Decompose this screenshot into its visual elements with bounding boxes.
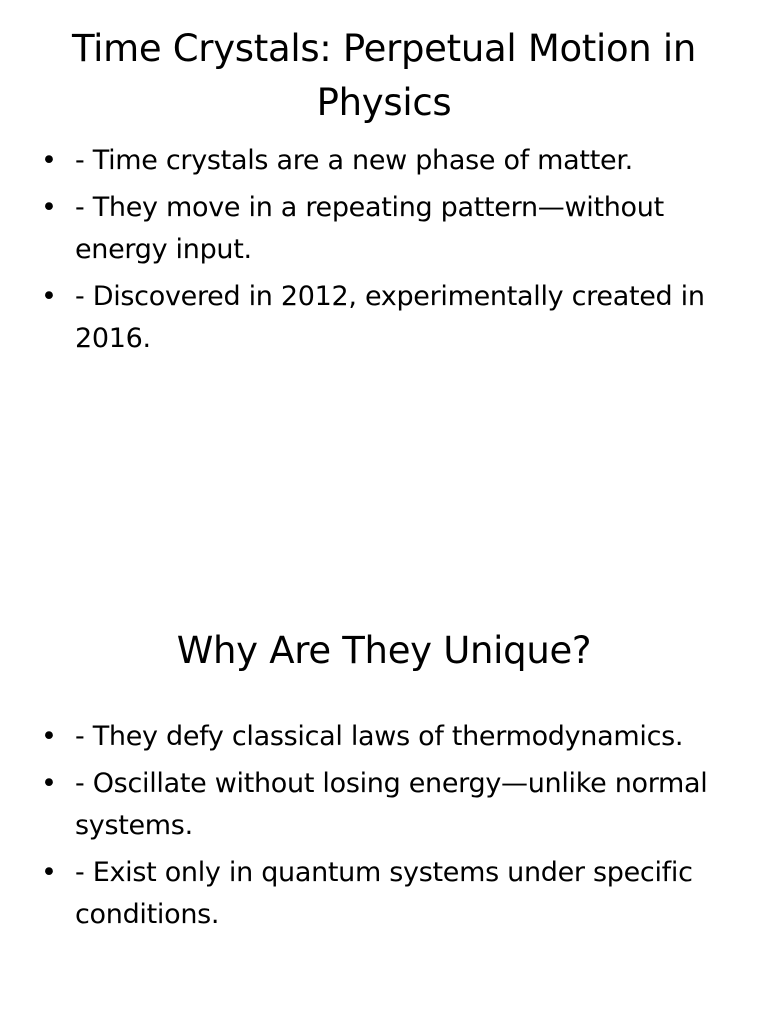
bullet-list xyxy=(38,140,730,365)
bullet-text: - Exist only in quantum systems under specific conditions. xyxy=(75,857,693,930)
bullet-icon: • xyxy=(41,145,57,176)
bullet-item xyxy=(38,852,730,936)
bullet-icon: • xyxy=(41,857,57,888)
bullet-text: - They defy classical laws of thermodynamics. xyxy=(75,721,684,752)
bullet-item xyxy=(38,276,730,360)
bullet-icon: • xyxy=(41,768,57,799)
bullet-item xyxy=(38,716,730,758)
bullet-text: - They move in a repeating pattern—without energy input. xyxy=(75,192,664,265)
bullet-text: - Discovered in 2012, experimentally created in 2016. xyxy=(75,281,705,354)
slide-title: Time Crystals: Perpetual Motion in Physics xyxy=(71,27,697,124)
bullet-text: - Time crystals are a new phase of matter. xyxy=(75,145,633,176)
bullet-text: - Oscillate without losing energy—unlike normal systems. xyxy=(75,768,708,841)
bullet-item xyxy=(38,140,730,182)
bullet-list xyxy=(38,716,730,941)
bullet-item xyxy=(38,187,730,271)
slide-title: Why Are They Unique? xyxy=(176,629,592,672)
bullet-item xyxy=(38,763,730,847)
slide-2 xyxy=(0,512,768,1024)
bullet-icon: • xyxy=(41,192,57,223)
bullet-icon: • xyxy=(41,281,57,312)
bullet-icon: • xyxy=(41,721,57,752)
